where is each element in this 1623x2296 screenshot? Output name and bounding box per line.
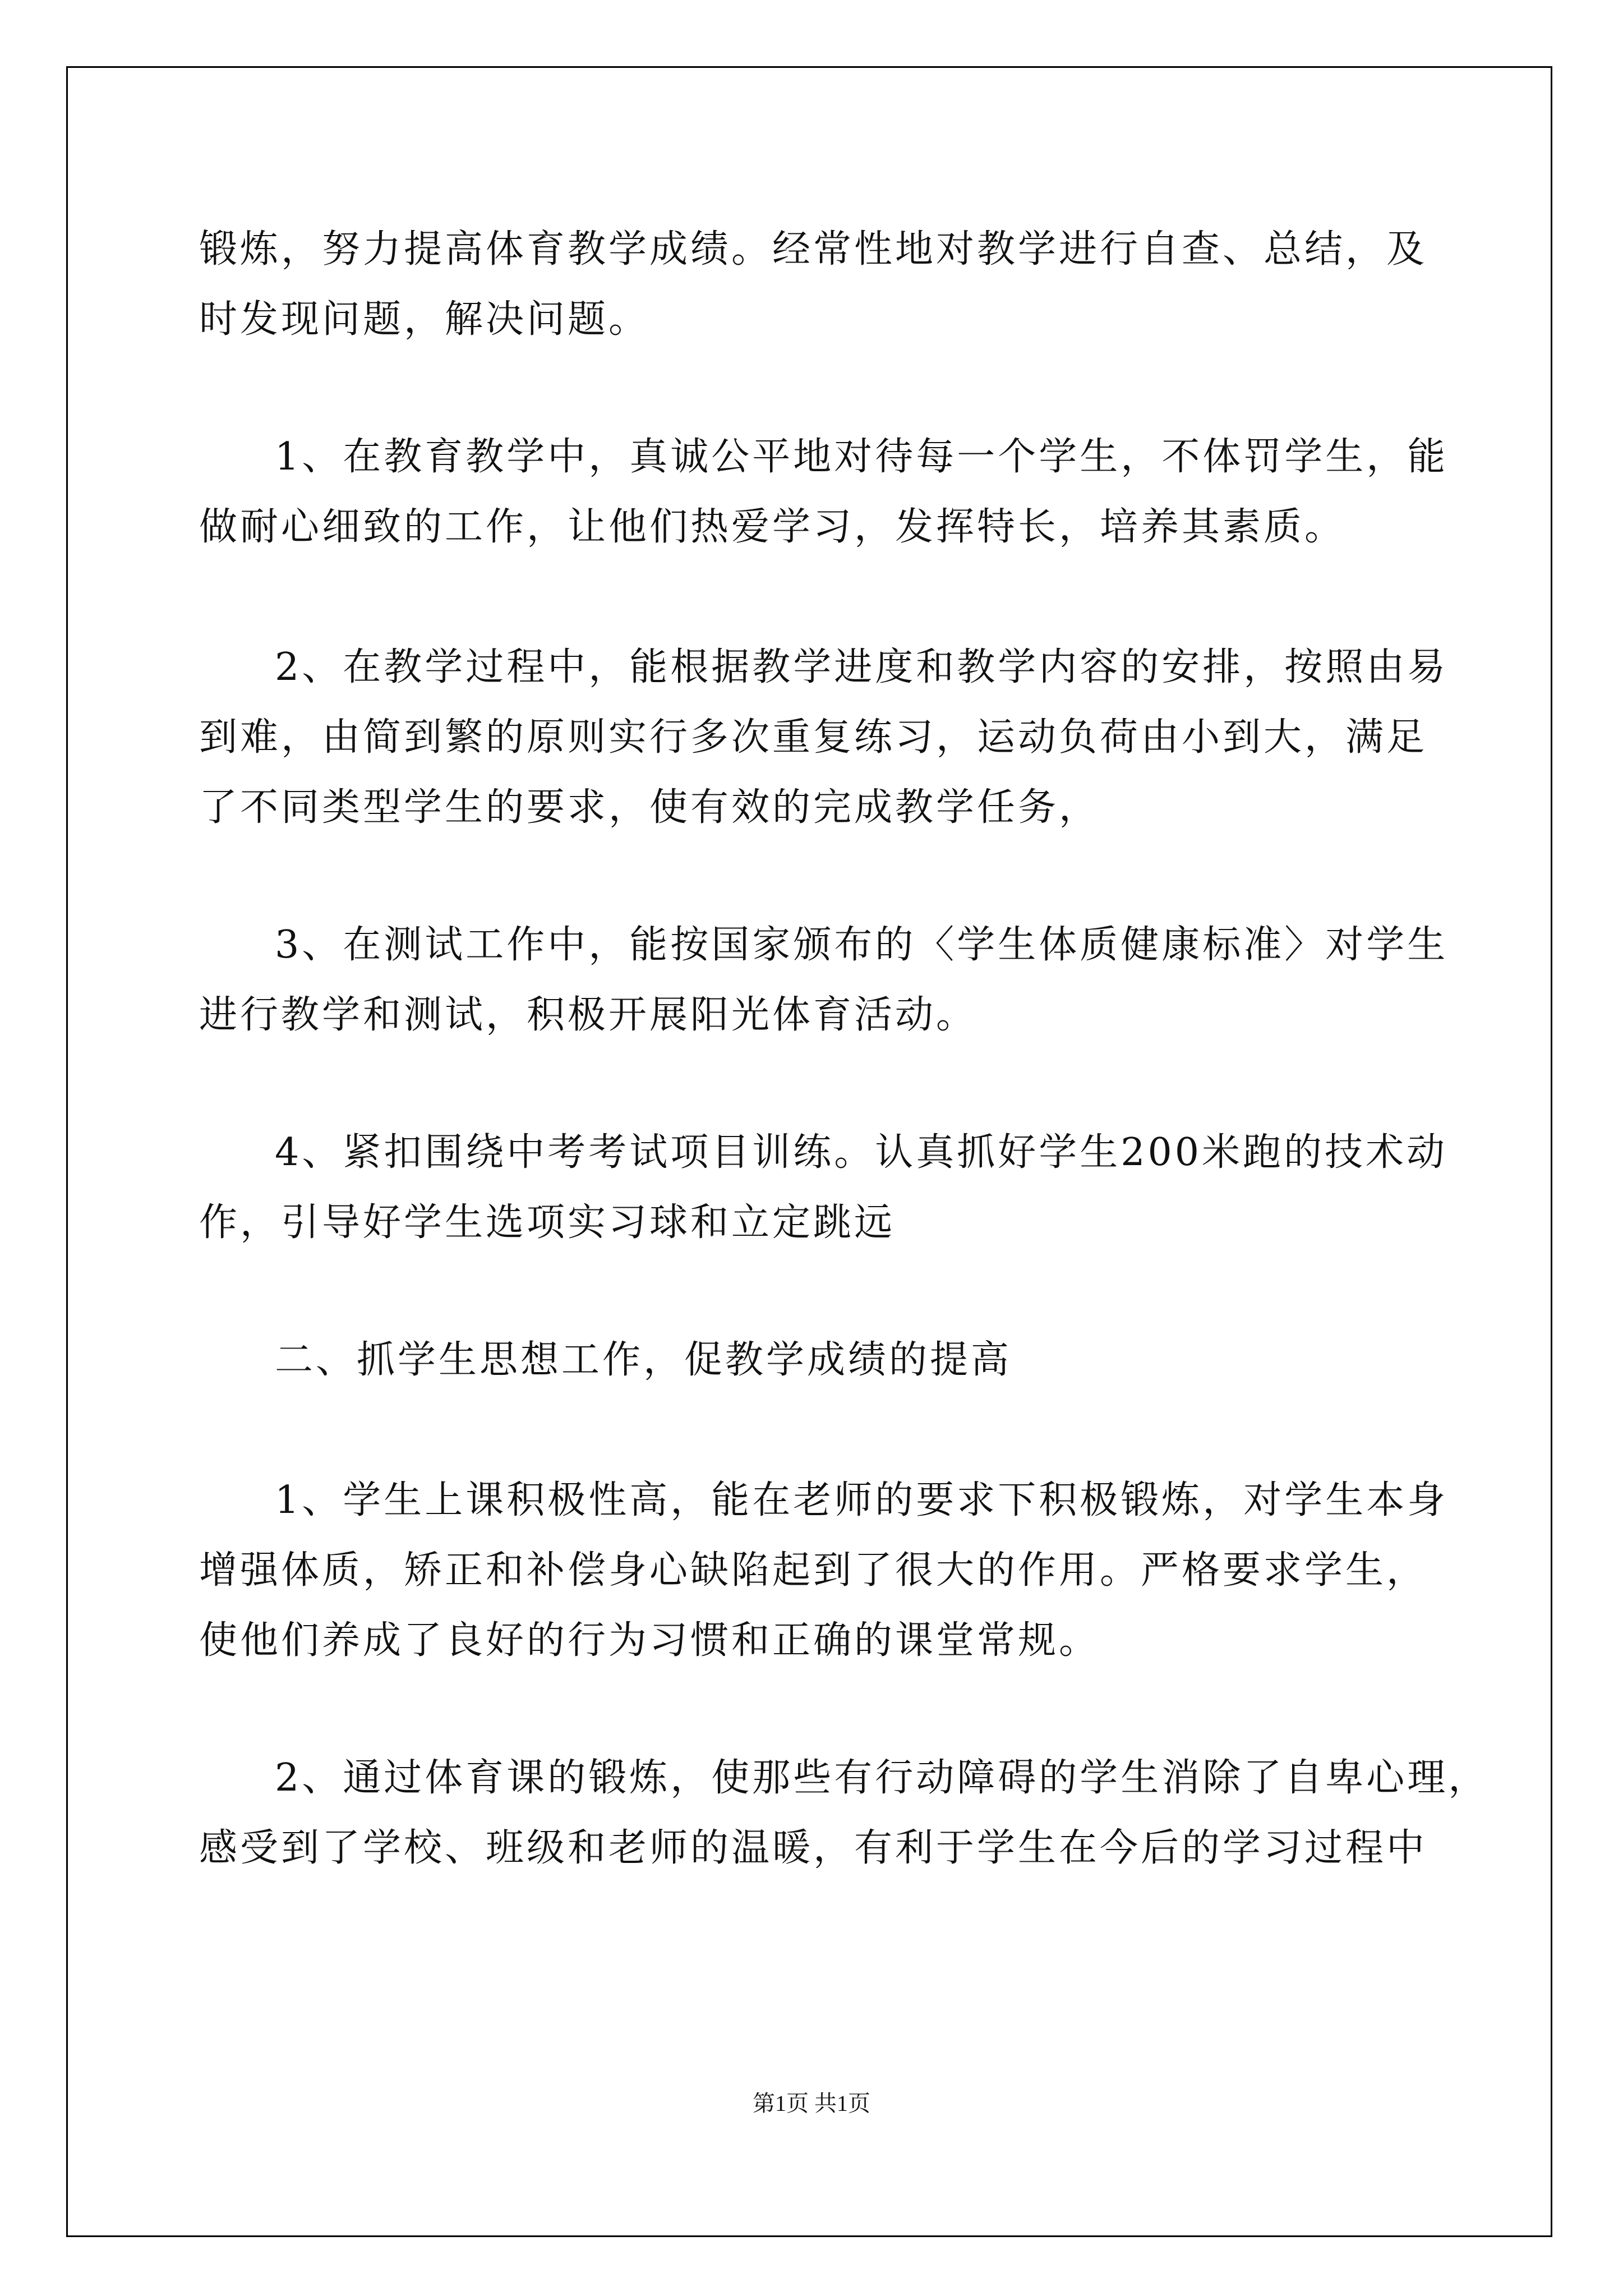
body-line: 1、在教育教学中，真诚公平地对待每一个学生，不体罚学生，能 [275,435,1449,479]
body-line: 感受到了学校、班级和老师的温暖，有利于学生在今后的学习过程中 [199,1826,1428,1870]
body-line: 做耐心细致的工作，让他们热爱学习，发挥特长，培养其素质。 [199,505,1346,549]
page-footer: 第1页 共1页 [753,2091,870,2116]
body-line: 2、在教学过程中，能根据教学进度和教学内容的安排，按照由易 [275,645,1449,689]
body-line: 增强体质，矫正和补偿身心缺陷起到了很大的作用。严格要求学生， [199,1548,1428,1593]
body-line: 2、通过体育课的锻炼，使那些有行动障碍的学生消除了自卑心理， [275,1756,1490,1800]
body-line: 4、紧扣围绕中考考试项目训练。认真抓好学生200米跑的技术动 [275,1130,1448,1175]
body-line: 了不同类型学生的要求，使有效的完成教学任务， [199,785,1100,830]
body-line: 1、学生上课积极性高，能在老师的要求下积极锻炼，对学生本身 [275,1478,1449,1522]
body-line: 作，引导好学生选项实习球和立定跳远 [199,1200,896,1245]
body-line: 3、在测试工作中，能按国家颁布的〈学生体质健康标准〉对学生 [275,923,1449,967]
body-line: 锻炼，努力提高体育教学成绩。经常性地对教学进行自查、总结，及 [199,227,1428,272]
body-line: 时发现问题，解决问题。 [199,297,650,342]
body-line: 使他们养成了良好的行为习惯和正确的课堂常规。 [199,1618,1100,1663]
section-heading: 二、抓学生思想工作，促教学成绩的提高 [275,1338,1012,1382]
body-line: 进行教学和测试，积极开展阳光体育活动。 [199,993,978,1037]
body-line: 到难，由简到繁的原则实行多次重复练习，运动负荷由小到大，满足 [199,715,1428,760]
